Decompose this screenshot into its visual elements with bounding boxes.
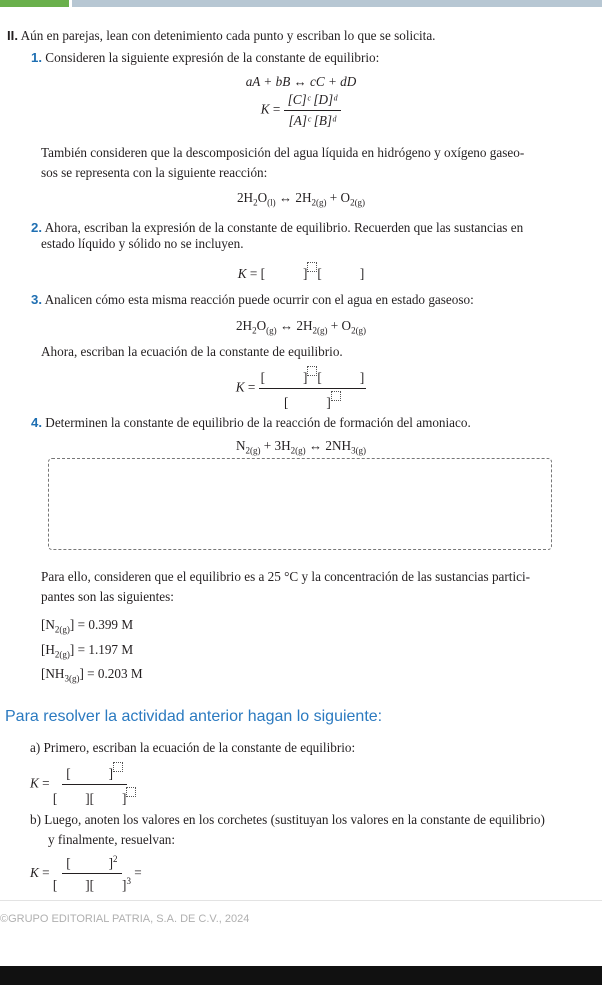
divider xyxy=(0,900,602,901)
step-a: a) Primero, escriban la ecuación de la constante de equilibrio: xyxy=(30,740,356,755)
paragraph: pantes son las siguientes: xyxy=(41,589,174,604)
paragraph: sos se representa con la siguiente reacción: xyxy=(41,165,268,180)
section-intro: II. Aún en parejas, lean con detenimiento cada punto y escriban lo que se solicita. xyxy=(7,28,436,43)
k-blank-1[interactable]: K = [ ] [ ] xyxy=(0,262,602,282)
bottom-bar xyxy=(0,966,602,985)
item-3: 3. Analicen cómo esta misma reacción puede ocurrir con el agua en estado gaseoso: xyxy=(31,292,474,307)
paragraph: También consideren que la descomposición del agua líquida en hidrógeno y oxígeno gaseo- xyxy=(41,145,525,160)
concentration-n2: $[N_{2(g)}] = 0.399$ M xyxy=(41,617,134,635)
water-reaction-gas: $2H_2O_{(g)}$ ↔ $2H_{2(g)} + O_{2(g)}$ xyxy=(235,318,367,336)
top-bar-blue xyxy=(72,0,602,7)
k-blank-3[interactable]: K = $\frac{[ ]}{[ ][ ]}$ xyxy=(30,762,136,807)
answer-box[interactable] xyxy=(48,458,552,550)
paragraph: estado líquido y sólido no se incluyen. xyxy=(41,236,244,251)
section-heading: Para resolver la actividad anterior hagan lo siguiente: xyxy=(5,708,383,725)
k-blank-2[interactable]: K = $\frac{[ ] [ ]}{[ ]}$ xyxy=(0,366,602,411)
copyright: ©GRUPO EDITORIAL PATRIA, S.A. DE C.V., 2024 xyxy=(0,913,250,925)
paragraph: Para ello, consideren que el equilibrio es a 25 °C y la concentración de las sustancias partici- xyxy=(41,569,531,584)
paragraph: Ahora, escriban la ecuación de la constante de equilibrio. xyxy=(41,344,343,359)
concentration-h2: $[H_{2(g)}] = 1.197$ M xyxy=(41,642,134,660)
step-b: b) Luego, anoten los valores en los corchetes (sustituyan los valores en la constante de equilibrio) xyxy=(30,812,545,827)
ammonia-reaction: $N_{2(g)} + 3H_{2(g)}$ ↔ $2NH_{3(g)}$ xyxy=(235,438,367,456)
general-k-expression: K = $\frac{\text{[C]ᶜ [D]ᵈ}}{\text{[A]ᶜ [B]ᵈ}}$ xyxy=(0,92,602,129)
general-reaction: aA + bB ↔ cC + dD xyxy=(245,74,357,89)
paragraph: y finalmente, resuelvan: xyxy=(48,832,176,847)
item-1: 1. Consideren la siguiente expresión de la constante de equilibrio: xyxy=(31,50,380,65)
item-4: 4. Determinen la constante de equilibrio de la reacción de formación del amoniaco. xyxy=(31,415,471,430)
item-2: 2. Ahora, escriban la expresión de la constante de equilibrio. Recuerden que las sustancias en xyxy=(31,220,524,235)
concentration-nh3: $[NH_{3(g)}] = 0.203$ M xyxy=(41,666,143,684)
water-reaction-liquid: $2H_2O_{(l)}$ ↔ $2H_{2(g)} + O_{2(g)}$ xyxy=(236,190,366,208)
k-blank-4[interactable]: K = $\frac{[ ]^2}{[ ][ ]^3}$ = xyxy=(30,854,142,893)
top-bar-green xyxy=(0,0,69,7)
